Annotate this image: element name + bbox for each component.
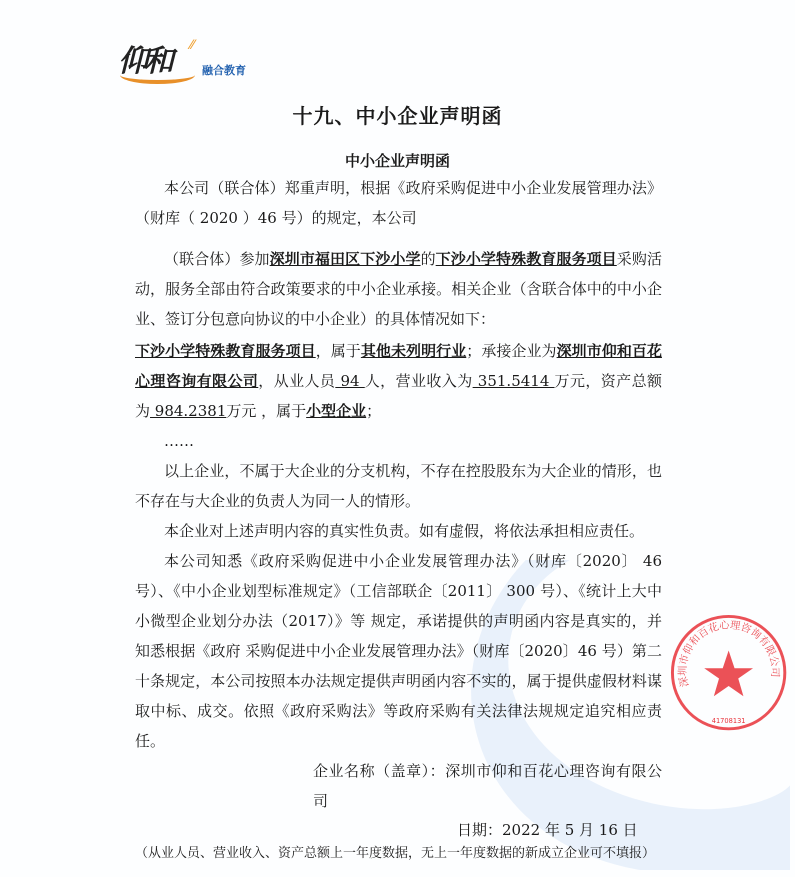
para2-line3: 意向协议的中小企业）的具体情况如下：: [225, 310, 496, 328]
logo-script: 仰和: [118, 44, 170, 79]
signature-company: 企业名称（盖章）：深圳市仰和百花心理咨询有限公司: [313, 762, 662, 810]
ellipsis: ……: [164, 432, 194, 450]
para5-line6: 等政府采购有关法律法规规定追究相应责任。: [135, 702, 662, 750]
para5-line5: 法规定提供声明函内容不实的，属于提供虚假材料谋取中标、成交。依照《政府采购法》: [135, 672, 662, 720]
para1-line2: （ 2020 ）46 号）的规定，本公司: [180, 209, 417, 227]
logo-sun-icon: ⁄⁄: [190, 38, 195, 53]
company-seal-stamp: [668, 612, 790, 734]
para5: [135, 546, 662, 756]
logo-arc-icon: [120, 66, 195, 84]
enterprise-text: 万元，资产总额为: [135, 372, 662, 420]
page-title: 十九、中小企业声明函: [292, 104, 503, 128]
doc-subtitle: 中小企业声明函: [344, 152, 450, 170]
star-icon: [704, 650, 753, 696]
para5-line2: 小企业划型标准规定》（工信部联企〔2011〕 300 号）、《统计上大中小微型企业划: [135, 582, 662, 630]
para2: [135, 244, 662, 334]
para2-text-c: 采购活动，服: [135, 250, 662, 298]
document-body: [135, 173, 662, 864]
para2-text-a: （联合体）参加: [164, 250, 270, 268]
para3-line2: 与大企业的负责人为同一人的情形。: [180, 492, 421, 510]
logo: [118, 36, 248, 86]
para2-text-b: 的: [420, 250, 436, 268]
enterprise-text: ，属于: [315, 342, 361, 360]
footnote: （从业人员、营业收入、资产总额上一年度数据，无上一年度数据的新成立企业可不填报）: [135, 846, 656, 861]
enterprise-text: ；: [366, 402, 382, 420]
employees: 94: [335, 372, 365, 390]
para1-line1: 本公司（联合体）郑重声明，根据《政府采购促进中小企业发展管理办法》（财库: [135, 179, 662, 227]
enterprise-size: 小型企业: [306, 402, 367, 420]
enterprise-text: ，从业人员: [258, 372, 336, 390]
buyer-name: 深圳市福田区下沙小学: [269, 250, 421, 268]
stamp-number: 41708131: [711, 716, 746, 725]
company-name-a: 深圳市仰和百花心: [135, 342, 662, 390]
industry: 其他未列明行业: [360, 342, 467, 360]
para5-line4: 促进中小企业发展管理办法》（财库〔2020〕46 号）第二十条规定，本公司按照本办: [135, 642, 662, 690]
enterprise-text: ；承接企业为: [466, 342, 557, 360]
para4: 本企业对上述声明内容的真实性负责。如有虚假，将依法承担相应责任。: [164, 522, 645, 540]
para5-line3: 分办法（2017）》等 规定，承诺提供的声明函内容是真实的，并知悉根据《政府 采购: [135, 612, 662, 660]
para5-line1: 本公司知悉《政府采购促进中小企业发展管理办法》（财库〔2020〕 46 号）、《中: [135, 552, 662, 600]
para3-line1: 以上企业，不属于大企业的分支机构，不存在控股股东为大企业的情形，也不存在: [135, 462, 662, 510]
enterprise-details: [135, 336, 662, 426]
logo-subtitle: 融合教育: [202, 64, 246, 77]
enterprise-text: 万元 ，属于: [226, 402, 307, 420]
enterprise-project: 下沙小学特殊教育服务项目: [135, 342, 316, 360]
enterprise-text: 人，营业收入为: [364, 372, 473, 390]
revenue: 351.5414: [472, 372, 555, 390]
para1: [135, 173, 662, 233]
stamp-text: 深圳市仰和百花心理咨询有限公司: [677, 619, 781, 689]
assets: 984.2381: [150, 402, 227, 420]
signature-date: 日期：2022 年 5 月 16 日: [457, 821, 638, 839]
project-name: 下沙小学特殊教育服务项目: [435, 250, 617, 268]
para2-line2: 务全部由符合政策要求的中小企业承接。相关企业（含联合体中的中小企业、签订分包: [135, 280, 662, 328]
para3: [135, 456, 662, 516]
company-name-b: 理咨询有限公司: [150, 372, 259, 390]
